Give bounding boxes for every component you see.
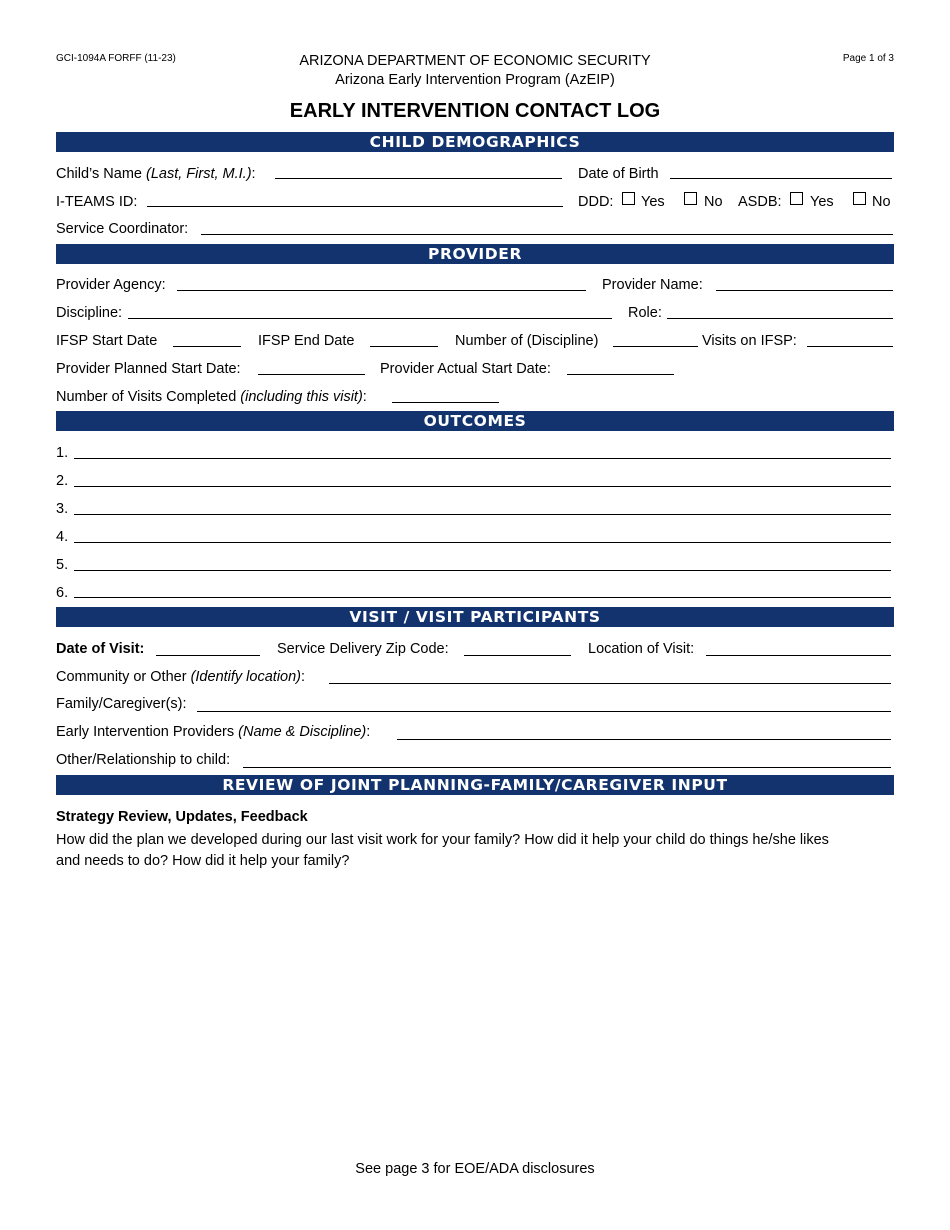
community-label: Community or Other (Identify location): (56, 669, 306, 685)
visits-completed-field[interactable] (392, 402, 499, 403)
other-relationship-label: Other/Relationship to child: (56, 752, 231, 768)
provider-name-label: Provider Name: (602, 277, 703, 293)
date-of-visit-label: Date of Visit: (56, 641, 145, 657)
provider-name-field[interactable] (716, 290, 893, 291)
ei-providers-label: Early Intervention Providers (Name & Discipline): (56, 724, 371, 740)
discipline-field[interactable] (128, 318, 612, 319)
other-relationship-field[interactable] (243, 767, 891, 768)
asdb-yes-checkbox[interactable] (790, 192, 803, 205)
outcome-number: 2. (56, 473, 69, 489)
outcome-field[interactable] (74, 458, 891, 459)
outcome-field[interactable] (74, 542, 891, 543)
actual-start-label: Provider Actual Start Date: (380, 361, 551, 377)
outcome-number: 3. (56, 501, 69, 517)
ddd-yes-checkbox[interactable] (622, 192, 635, 205)
child-name-label: Child’s Name (Last, First, M.I.): (56, 166, 256, 182)
outcome-field[interactable] (74, 486, 891, 487)
ddd-yes-label: Yes (641, 194, 665, 210)
program-name: Arizona Early Intervention Program (AzEIP) (335, 72, 615, 88)
planned-start-label: Provider Planned Start Date: (56, 361, 241, 377)
ifsp-start-field[interactable] (173, 346, 241, 347)
zip-code-field[interactable] (464, 655, 571, 656)
discipline-label: Discipline: (56, 305, 123, 321)
child-name-field[interactable] (275, 178, 562, 179)
ifsp-end-field[interactable] (370, 346, 438, 347)
ei-providers-field[interactable] (397, 739, 891, 740)
ddd-no-checkbox[interactable] (684, 192, 697, 205)
service-coordinator-field[interactable] (201, 234, 893, 235)
outcome-number: 5. (56, 557, 69, 573)
ifsp-start-label: IFSP Start Date (56, 333, 158, 349)
ddd-label: DDD: (578, 194, 614, 210)
outcome-field[interactable] (74, 597, 891, 598)
page-number: Page 1 of 3 (842, 53, 894, 64)
planned-start-field[interactable] (258, 374, 365, 375)
provider-agency-field[interactable] (177, 290, 586, 291)
page-title: EARLY INTERVENTION CONTACT LOG (289, 100, 661, 122)
outcome-number: 4. (56, 529, 69, 545)
role-field[interactable] (667, 318, 893, 319)
strategy-review-heading: Strategy Review, Updates, Feedback (56, 809, 308, 825)
review-response-area[interactable] (56, 880, 894, 1140)
provider-agency-label: Provider Agency: (56, 277, 166, 293)
family-caregiver-label: Family/Caregiver(s): (56, 696, 187, 712)
visits-on-ifsp-field[interactable] (807, 346, 893, 347)
service-coordinator-label: Service Coordinator: (56, 221, 189, 237)
dob-label: Date of Birth (578, 166, 659, 182)
ifsp-end-label: IFSP End Date (258, 333, 355, 349)
asdb-label: ASDB: (738, 194, 782, 210)
section-outcomes: OUTCOMES (56, 411, 894, 431)
section-child-demographics: CHILD DEMOGRAPHICS (56, 132, 894, 152)
zip-code-label: Service Delivery Zip Code: (277, 641, 449, 657)
section-review-joint-planning: REVIEW OF JOINT PLANNING-FAMILY/CAREGIVER INPUT (56, 775, 894, 795)
iteams-id-field[interactable] (147, 206, 563, 207)
ddd-no-label: No (704, 194, 723, 210)
asdb-yes-label: Yes (810, 194, 834, 210)
number-of-discipline-label: Number of (Discipline) (455, 333, 599, 349)
footer-note: See page 3 for EOE/ADA disclosures (355, 1161, 595, 1177)
agency-name: ARIZONA DEPARTMENT OF ECONOMIC SECURITY (299, 53, 651, 69)
outcome-field[interactable] (74, 570, 891, 571)
section-provider: PROVIDER (56, 244, 894, 264)
outcome-number: 1. (56, 445, 69, 461)
location-of-visit-select[interactable] (706, 655, 891, 656)
number-of-discipline-field[interactable] (613, 346, 698, 347)
review-question-line-1: How did the plan we developed during our last visit work for your family? How did it help your child do things he/she likes (56, 832, 829, 848)
visits-completed-label: Number of Visits Completed (including this visit): (56, 389, 367, 405)
section-visit-participants: VISIT / VISIT PARTICIPANTS (56, 607, 894, 627)
family-caregiver-field[interactable] (197, 711, 891, 712)
actual-start-field[interactable] (567, 374, 674, 375)
outcome-field[interactable] (74, 514, 891, 515)
dob-field[interactable] (670, 178, 892, 179)
form-number: GCI-1094A FORFF (11-23) (56, 53, 176, 64)
iteams-id-label: I-TEAMS ID: (56, 194, 138, 210)
visits-on-ifsp-label: Visits on IFSP: (702, 333, 797, 349)
community-field[interactable] (329, 683, 891, 684)
date-of-visit-field[interactable] (156, 655, 260, 656)
asdb-no-label: No (872, 194, 891, 210)
role-label: Role: (628, 305, 662, 321)
outcome-number: 6. (56, 585, 69, 601)
location-of-visit-label: Location of Visit: (588, 641, 695, 657)
review-question-line-2: and needs to do? How did it help your family? (56, 853, 350, 869)
asdb-no-checkbox[interactable] (853, 192, 866, 205)
